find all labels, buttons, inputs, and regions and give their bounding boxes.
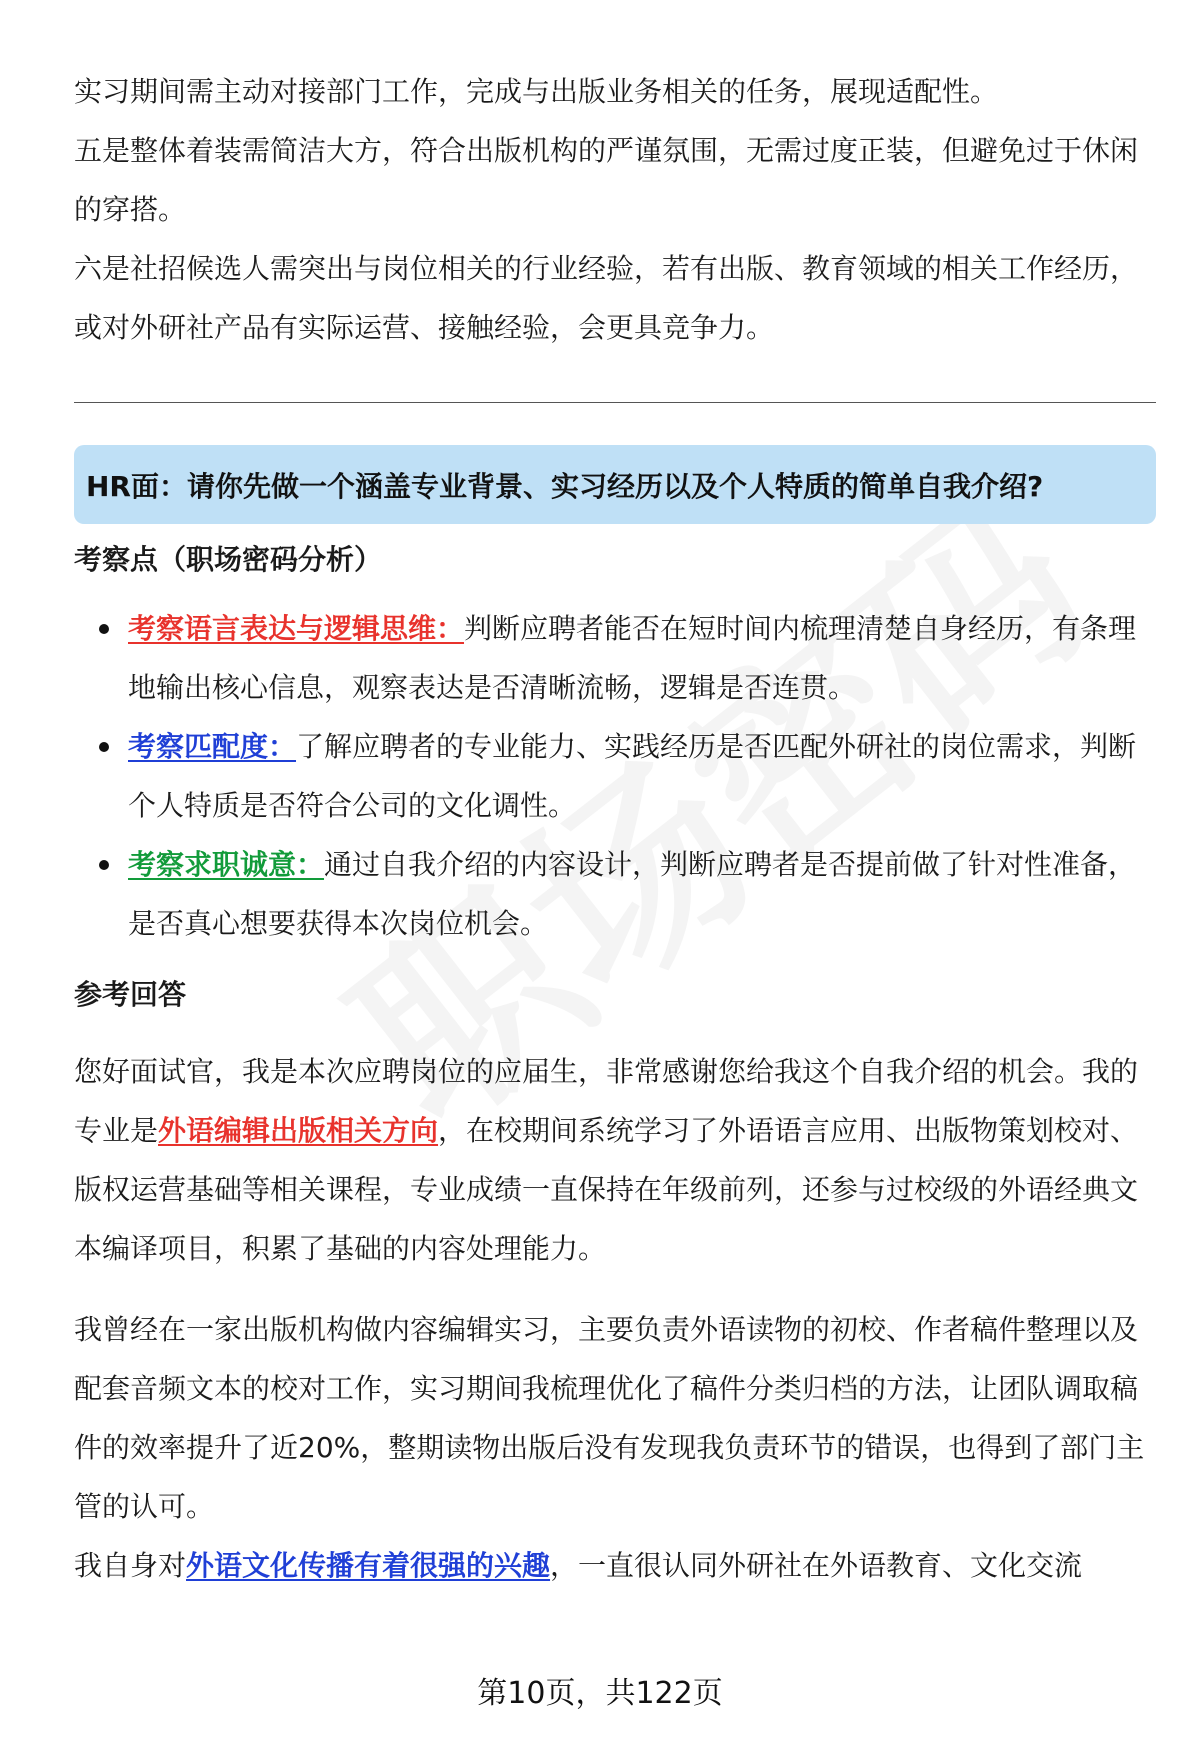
question-text: HR面：请你先做一个涵盖专业背景、实习经历以及个人特质的简单自我介绍? — [86, 469, 1044, 503]
bullet-icon — [99, 742, 109, 752]
answer-text: 我自身对 — [74, 1549, 187, 1582]
answer-highlight-interest: 外语文化传播有着很强的兴趣 — [186, 1549, 551, 1582]
answer-highlight-major: 外语编辑出版相关方向 — [158, 1114, 439, 1147]
assessment-text: 通过自我介绍的内容设计，判断应聘者是否提前做了针对性准备，是否真心想要获得本次岗位机会。 — [128, 848, 1137, 940]
page-number: 第10页，共122页 — [477, 1676, 723, 1711]
document-page — [74, 0, 1156, 1595]
paragraph-internship: 实习期间需主动对接部门工作，完成与出版业务相关的任务，展现适配性。 — [74, 75, 999, 108]
assessment-label: 考察匹配度： — [128, 730, 297, 763]
answer-paragraph-internship: 我曾经在一家出版机构做内容编辑实习，主要负责外语读物的初校、作者稿件整理以及配套音频文本的校对工作，实习期间我梳理优化了稿件分类归档的方法，让团队调取稿件的效率提升了近20%，整期读物出版后没有发现我负责环节的错误，也得到了部门主管的认可。 — [74, 1313, 1145, 1523]
assessment-item — [74, 599, 1156, 717]
reference-heading: 参考回答 — [74, 978, 187, 1011]
section-divider — [74, 402, 1156, 403]
assessment-list — [74, 599, 1156, 953]
paragraph-dress-code: 五是整体着装需简洁大方，符合出版机构的严谨氛围，无需过度正装，但避免过于休闲的穿搭。 — [74, 134, 1139, 226]
answer-paragraph-background — [74, 1042, 1156, 1278]
assessment-heading: 考察点（职场密码分析） — [74, 543, 383, 576]
paragraph-social-recruit: 六是社招候选人需突出与岗位相关的行业经验，若有出版、教育领域的相关工作经历，或对外研社产品有实际运营、接触经验，会更具竞争力。 — [74, 252, 1139, 344]
assessment-text: 了解应聘者的专业能力、实践经历是否匹配外研社的岗位需求，判断个人特质是否符合公司的文化调性。 — [128, 730, 1137, 822]
assessment-item — [74, 835, 1156, 953]
assessment-label: 考察语言表达与逻辑思维： — [128, 612, 465, 645]
answer-text: 您好面试官，我是本次应聘岗位的应届生，非常感谢您给我这个自我介绍的机会。我的专业是 — [74, 1055, 1139, 1147]
answer-text: ，在校期间系统学习了外语语言应用、出版物策划校对、版权运营基础等相关课程，专业成绩一直保持在年级前列，还参与过校级的外语经典文本编译项目，积累了基础的内容处理能力。 — [74, 1114, 1139, 1265]
question-box — [74, 445, 1156, 524]
bullet-icon — [99, 624, 109, 634]
assessment-text: 判断应聘者能否在短时间内梳理清楚自身经历，有条理地输出核心信息，观察表达是否清晰流畅，逻辑是否连贯。 — [128, 612, 1137, 704]
assessment-label: 考察求职诚意： — [128, 848, 325, 881]
answer-text: ，一直很认同外研社在外语教育、文化交流 — [550, 1549, 1083, 1582]
bullet-icon — [99, 860, 109, 870]
assessment-item — [74, 717, 1156, 835]
answer-paragraph-interest — [74, 1536, 1156, 1595]
